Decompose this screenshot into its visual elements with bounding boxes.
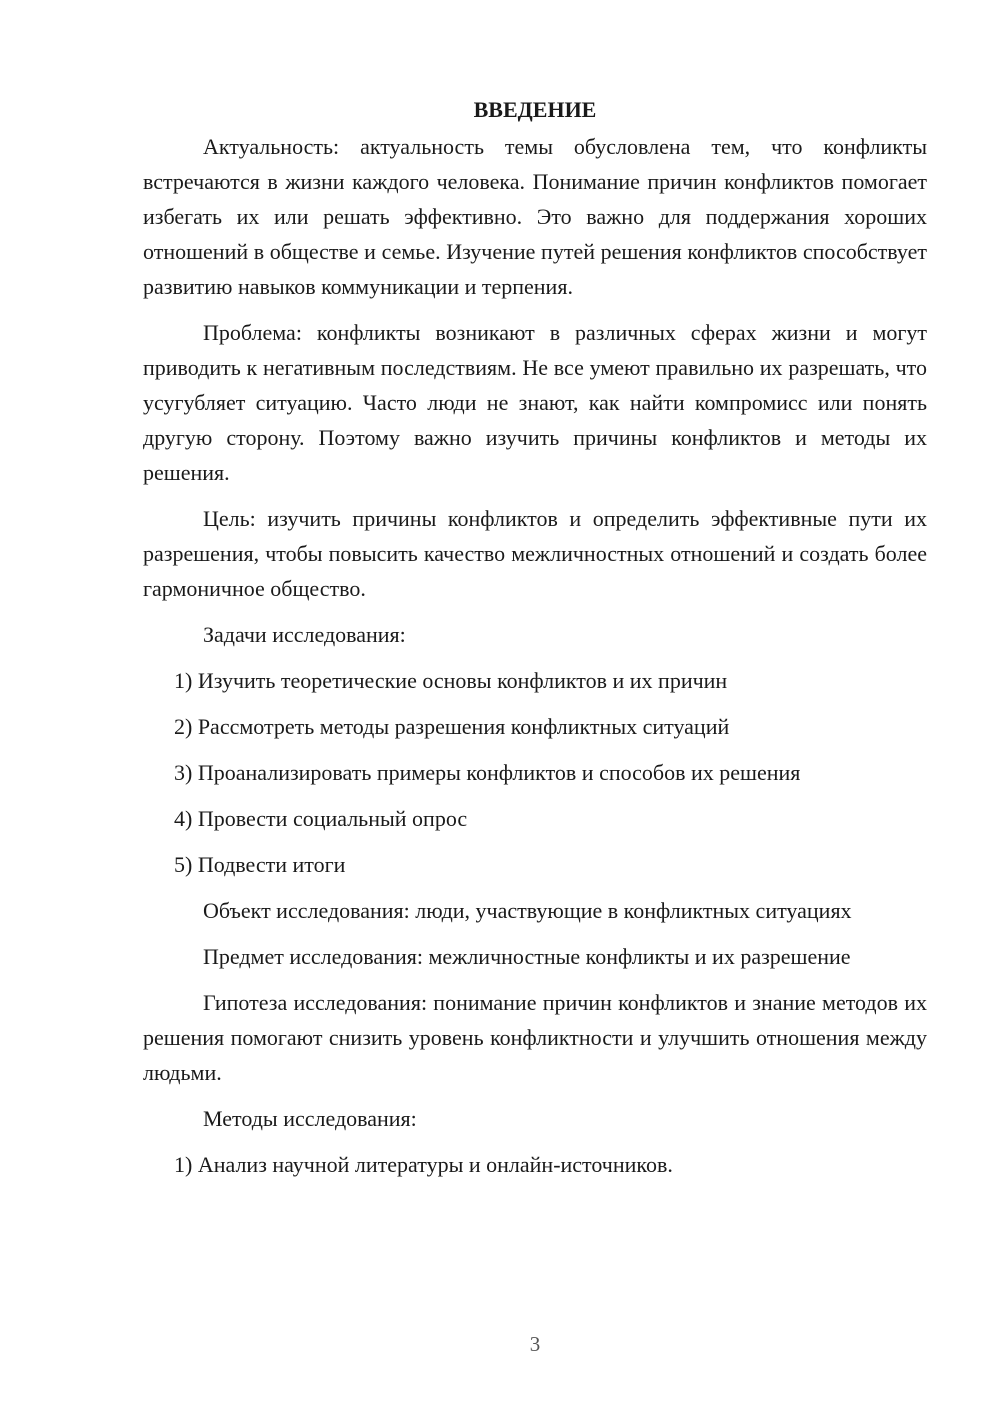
problem-paragraph: Проблема: конфликты возникают в различных сферах жизни и могут приводить к негативным последствиям. Не все умеют правильно их разрешать, что усугубляет ситуацию. Часто люди не знают, как найти компромисс или понять другую сторону. Поэтому важно изучить причины конфликтов и методы их решения. xyxy=(143,320,927,485)
object-paragraph: Объект исследования: люди, участвующие в конфликтных ситуациях xyxy=(203,898,852,923)
task-item: 2) Рассмотреть методы разрешения конфликтных ситуаций xyxy=(174,714,730,739)
page-number: 3 xyxy=(529,1332,541,1356)
methods-list xyxy=(143,1147,927,1182)
section-heading: ВВЕДЕНИЕ xyxy=(473,97,597,122)
task-item: 1) Изучить теоретические основы конфликтов и их причин xyxy=(174,668,728,693)
task-item: 5) Подвести итоги xyxy=(174,852,346,877)
hypothesis-paragraph: Гипотеза исследования: понимание причин конфликтов и знание методов их решения помогают снизить уровень конфликтности и улучшить отношения между людьми. xyxy=(143,990,927,1085)
relevance-paragraph: Актуальность: актуальность темы обусловлена тем, что конфликты встречаются в жизни каждого человека. Понимание причин конфликтов помогает избегать их или решать эффективно. Это важно для поддержания хороших отношений в обществе и семье. Изучение путей решения конфликтов способствует развитию навыков коммуникации и терпения. xyxy=(143,134,927,299)
tasks-list xyxy=(143,663,927,882)
goal-paragraph: Цель: изучить причины конфликтов и определить эффективные пути их разрешения, чтобы повысить качество межличностных отношений и создать более гармоничное общество. xyxy=(143,506,927,601)
task-item: 3) Проанализировать примеры конфликтов и способов их решения xyxy=(174,760,801,785)
task-item: 4) Провести социальный опрос xyxy=(174,806,468,831)
method-item: 1) Анализ научной литературы и онлайн-источников. xyxy=(174,1152,673,1177)
tasks-label: Задачи исследования: xyxy=(203,622,406,647)
document-page xyxy=(143,92,927,1193)
subject-paragraph: Предмет исследования: межличностные конфликты и их разрешение xyxy=(203,944,851,969)
methods-label: Методы исследования: xyxy=(203,1106,417,1131)
